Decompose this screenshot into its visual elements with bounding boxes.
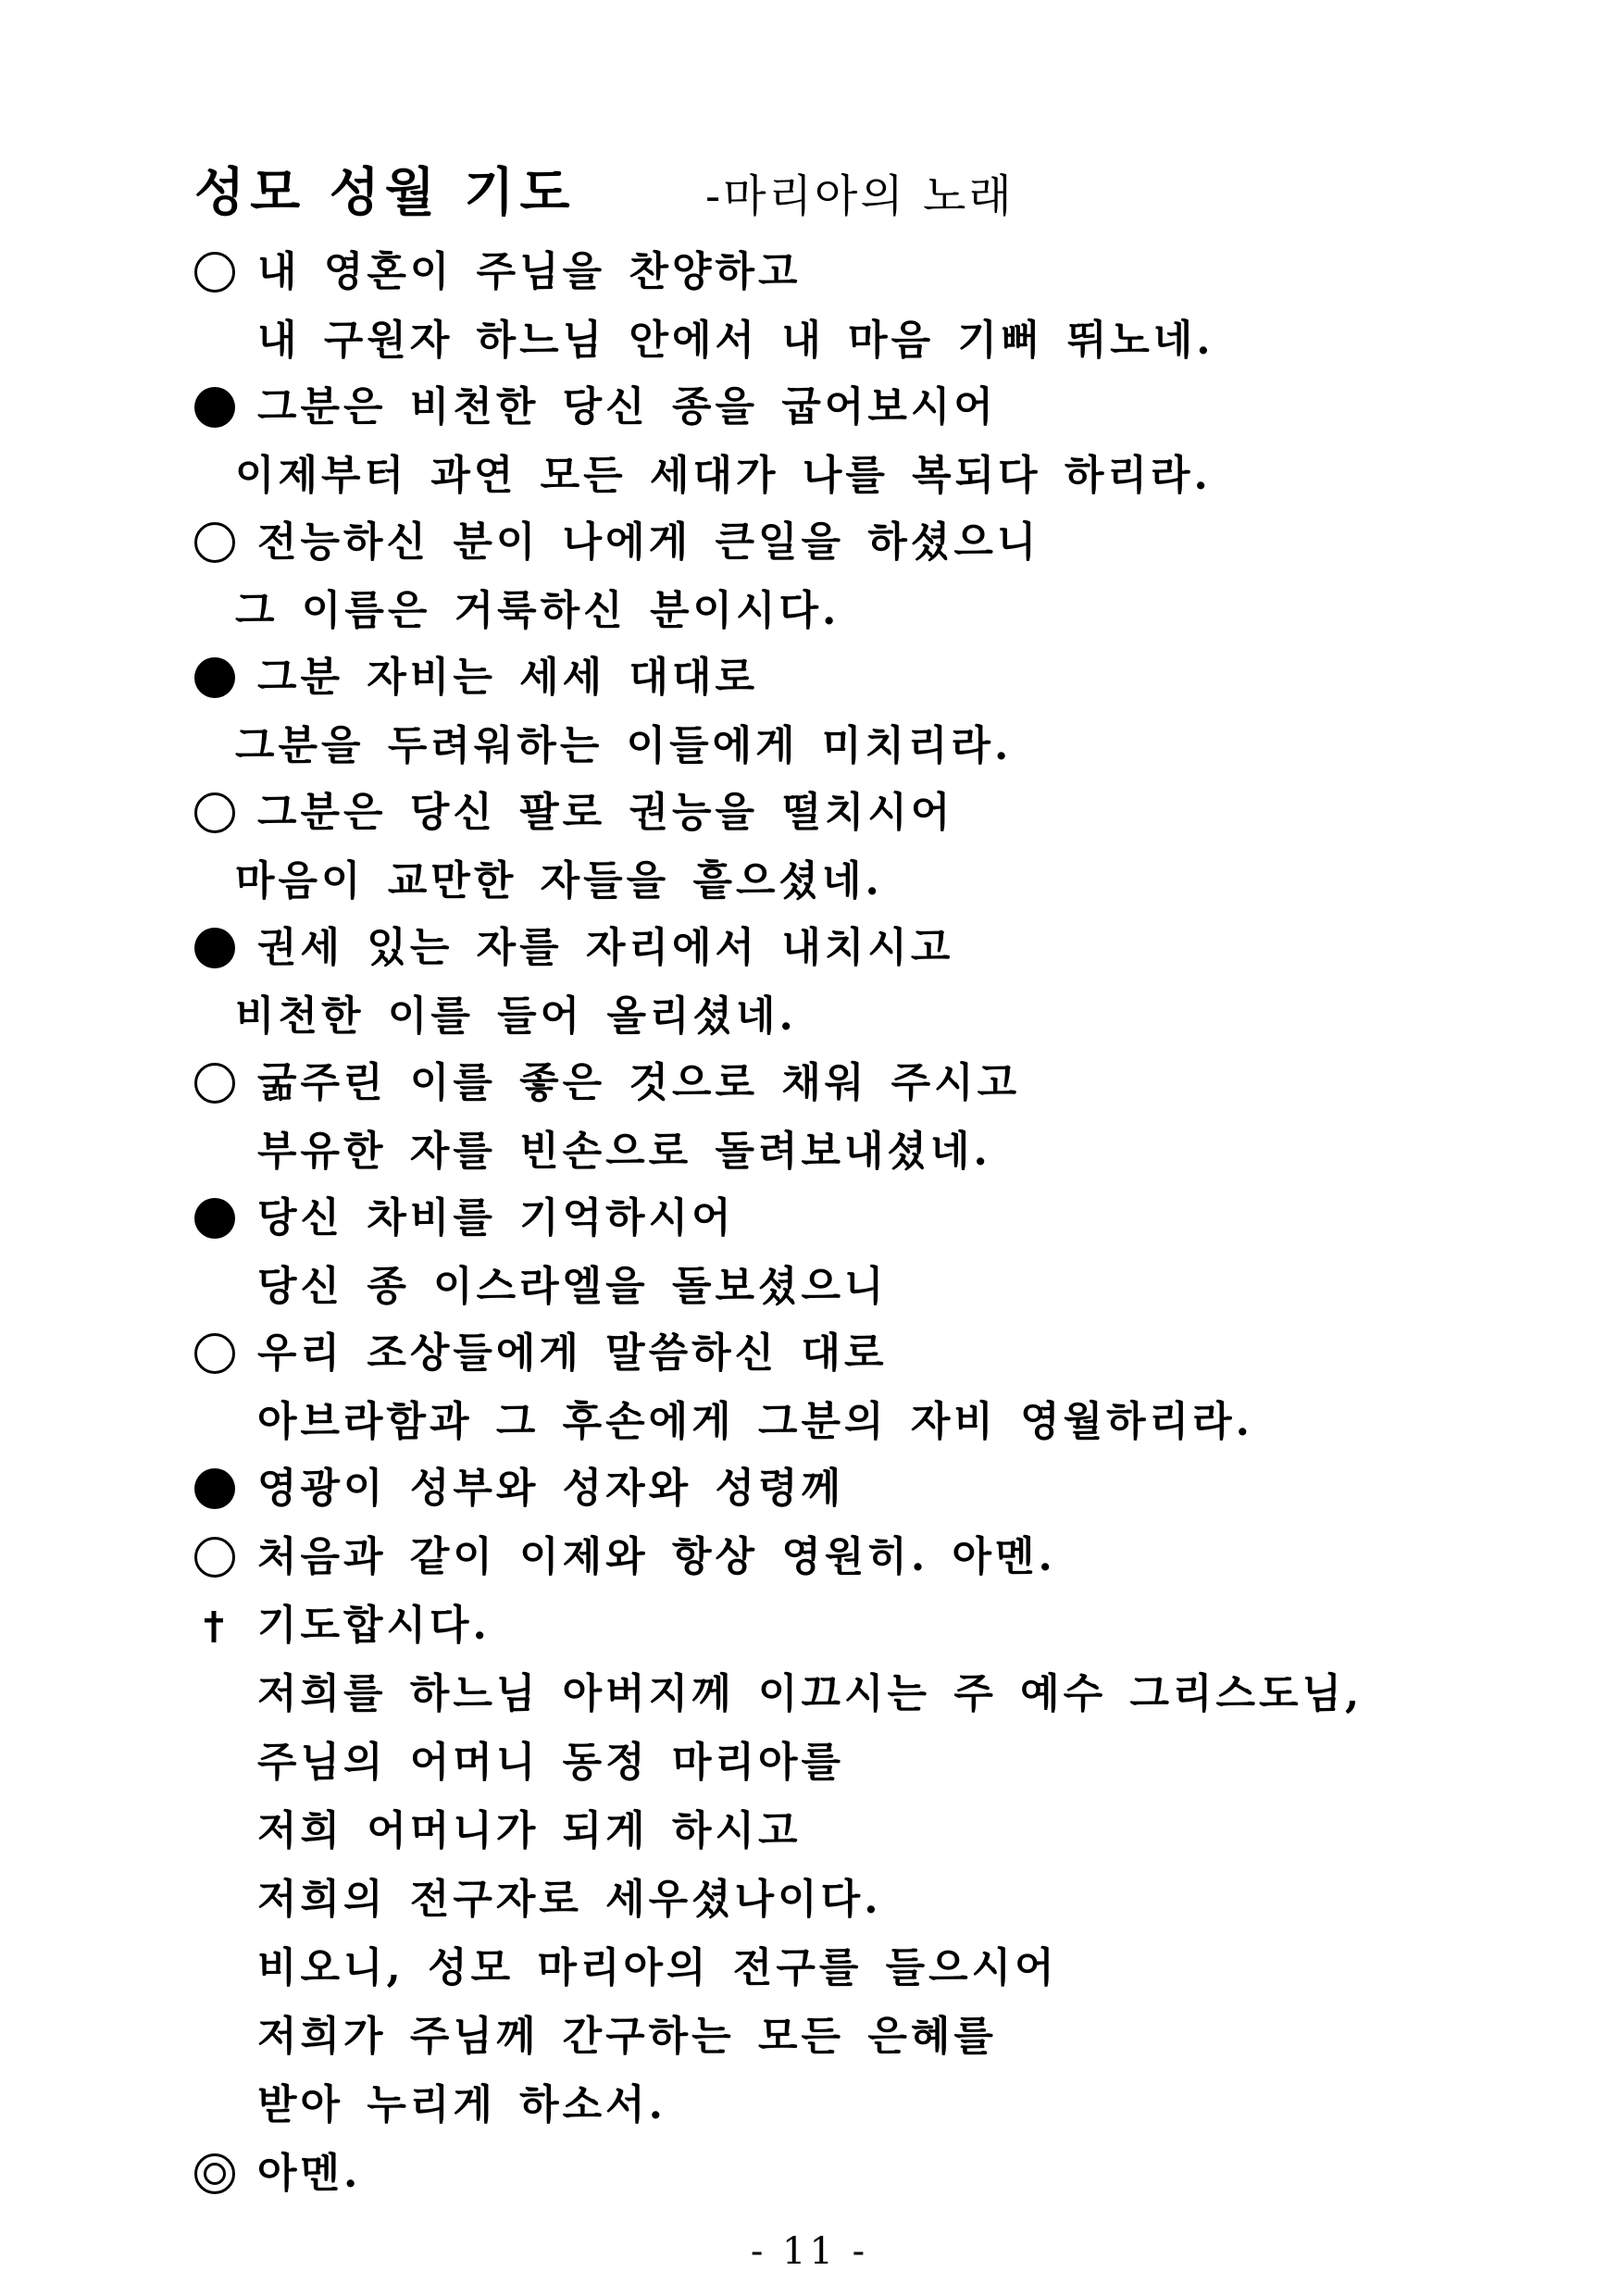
filled-circle-icon [194,928,235,968]
verse-line: 당신 종 이스라엘을 돌보셨으니 [257,1263,888,1310]
verse-line: 그 이름은 거룩하신 분이시다. [235,587,841,634]
filled-circle-icon [194,1468,235,1509]
filled-circle-icon [194,1198,235,1239]
amen-text: 아멘. [257,2150,362,2197]
verse-line: 그분은 당신 팔로 권능을 떨치시어 [257,789,954,836]
open-circle-icon [194,252,235,293]
verse-line: 당신 차비를 기억하시어 [257,1194,735,1242]
prayer-line: 저희 어머니가 되게 하시고 [257,1807,802,1854]
filled-circle-icon [194,387,235,428]
prayer-line: 비오니, 성모 마리아의 전구를 들으시어 [257,1944,1058,1991]
open-circle-icon [194,1333,235,1374]
verse-line: 그분을 두려워하는 이들에게 미치리라. [235,722,1013,769]
double-circle-icon [194,2153,235,2194]
open-circle-icon [194,1537,235,1578]
prayer-line: 기도합시다. [257,1602,491,1649]
cross-icon [200,1605,228,1646]
verse-line: 이제부터 과연 모든 세대가 나를 복되다 하리라. [235,452,1212,499]
verse-line: 전능하신 분이 나에게 큰일을 하셨으니 [257,518,1040,566]
prayer-line: 저희의 전구자로 세우셨나이다. [257,1876,882,1923]
filled-circle-icon [194,657,235,698]
prayer-line: 저희를 하느님 아버지께 이끄시는 주 예수 그리스도님, [257,1670,1364,1717]
verse-line: 그분 자비는 세세 대대로 [257,654,758,701]
verse-line: 영광이 성부와 성자와 성령께 [257,1465,845,1512]
open-circle-icon [194,522,235,563]
verse-line: 아브라함과 그 후손에게 그분의 자비 영월하리라. [257,1398,1253,1445]
page-title: 성모 성월 기도 [194,162,576,223]
verse-line: 비천한 이를 들어 올리셨네. [235,992,797,1040]
prayer-line: 받아 누리게 하소서. [257,2081,666,2128]
prayer-line: 저희가 주님께 간구하는 모든 은혜를 [257,2013,997,2060]
verse-line: 마음이 교만한 자들을 흩으셨네. [235,857,883,905]
open-circle-icon [194,1063,235,1104]
verse-line: 굶주린 이를 좋은 것으로 채워 주시고 [257,1059,1021,1106]
page-number: - 11 - [750,2230,869,2273]
page-subtitle: -마리아의 노래 [705,170,1015,222]
verse-line: 권세 있는 자를 자리에서 내치시고 [257,924,954,971]
verse-line: 내 구원자 하느님 안에서 내 마음 기뻐 뛰노네. [257,317,1214,364]
prayer-line: 주님의 어머니 동정 마리아를 [257,1739,845,1786]
verse-line: 부유한 자를 빈손으로 돌려보내셨네. [257,1128,991,1175]
verse-line: 처음과 같이 이제와 항상 영원히. 아멘. [257,1533,1056,1580]
verse-line: 그분은 비천한 당신 종을 굽어보시어 [257,383,997,430]
verse-line: 내 영혼이 주님을 찬양하고 [257,248,802,295]
verse-line: 우리 조상들에게 말씀하신 대로 [257,1329,888,1377]
open-circle-icon [194,792,235,833]
